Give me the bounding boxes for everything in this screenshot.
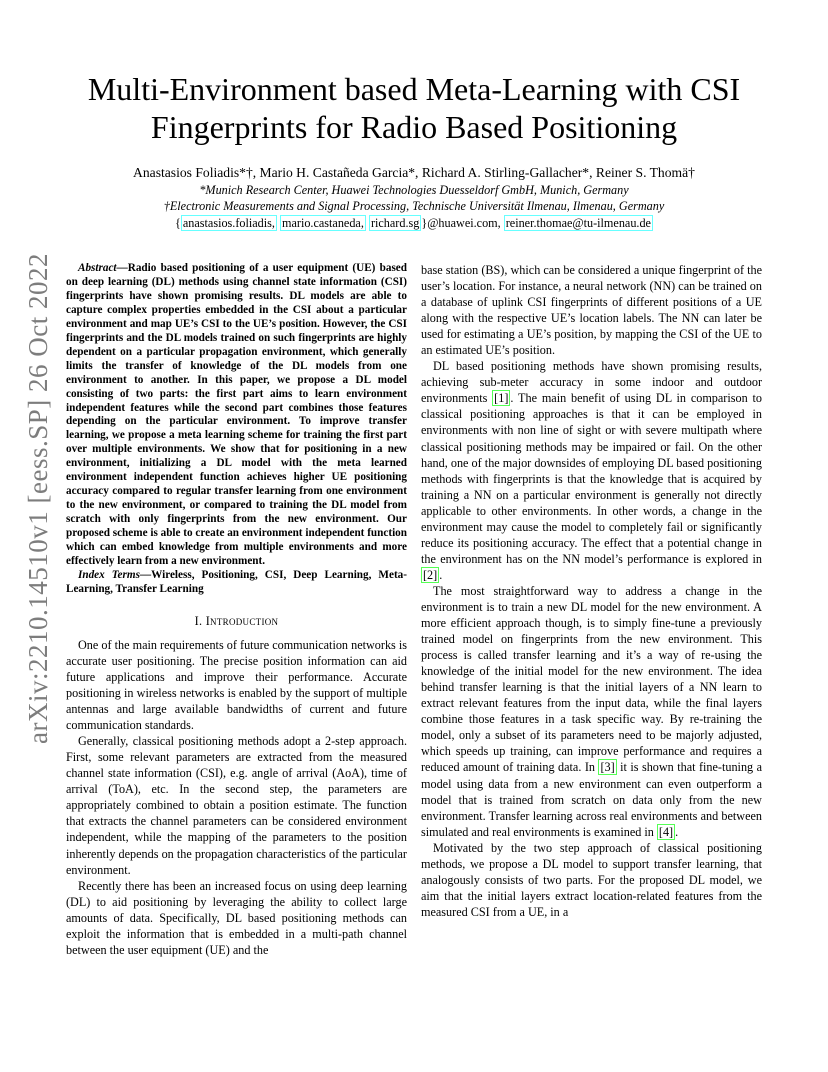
paragraph-4-text-b: . The main benefit of using DL in comparison to classical positioning approaches is that it can be employed in environments with non line of sight or with severe multipath where classical positioning methods may be impaired or fail. On the other hand, one of the major downsides of employing DL based positioning methods with fingerprints is that the knowledge that is acquired by training a NN on a particular environment is generally not directly applicable to other environments. In other words, a change in the environment may cause the model to completely fail or significantly reduce its positioning accuracy. The effect that a potential change in the environment has on the NN model’s performance is explored in bbox=[421, 391, 762, 566]
author-list: Anastasios Foliadis*†, Mario H. Castañeda Garcia*, Richard A. Stirling-Gallacher*, Reiner S. Thomä† bbox=[133, 165, 695, 180]
paragraph-5-text-b: it is shown that fine-tuning a model using data from a new environment can even outperform a model that is trained from scratch on data only from the new environment. Transfer learning across real environments and between simulated and real environments is examined in bbox=[421, 760, 762, 839]
index-terms bbox=[66, 569, 407, 597]
intro-paragraph-6: Motivated by the two step approach of classical positioning methods, we propose a DL model to support transfer learning, that analogously consists of two parts. For the proposed DL model, we aim that the initial layers extract location-related features from the measured CSI from a UE, in a bbox=[421, 840, 762, 919]
left-column bbox=[66, 262, 407, 958]
intro-paragraph-3-continued: base station (BS), which can be considered a unique fingerprint of the user’s location. For instance, a neural network (NN) can be trained on a database of uplink CSI fingerprints of different positions of a UE along with the respective UE’s location labels. The NN can later be used for estimating a UE’s position, by mapping the CSI of the UE to an estimated UE’s position. bbox=[421, 263, 762, 358]
abstract-text: —Radio based positioning of a user equipment (UE) based on deep learning (DL) methods using channel state information (CSI) fingerprints have shown promising results. DL models are able to capture complex properties embedded in the CSI about a particular environment and map UE’s CSI to the UE’s position. However, the CSI fingerprints and the DL models trained on such fingerprints are highly dependent on a particular propagation environment, which generally limits the transfer of knowledge of the DL models from one environment to another. In this paper, we propose a DL model consisting of two parts: the first part aims to learn environment independent features while the second part combines those features depending on the particular environment. To improve transfer learning, we propose a meta learning scheme for training the first part over multiple environments. We show that for positioning in a new environment, initializing a DL model with the meta learned environment independent function achieves higher UE positioning accuracy compared to regular transfer learning from one environment to the new environment, or compared to training the DL model from scratch with only fingerprints from the new environment. Our proposed scheme is able to create an environment independent function which can embed knowledge from multiple environments and more effectively learn from a new environment. bbox=[66, 262, 407, 568]
citation-link-4[interactable]: [4] bbox=[658, 824, 674, 839]
email-link-foliadis[interactable]: anastasios.foliadis, bbox=[182, 216, 275, 230]
email-link-thomae[interactable]: reiner.thomae@tu-ilmenau.de bbox=[505, 216, 651, 230]
citation-link-2[interactable]: [2] bbox=[423, 567, 438, 582]
email-link-castaneda[interactable]: mario.castaneda, bbox=[282, 216, 364, 230]
citation-link-3[interactable]: [3] bbox=[600, 760, 615, 775]
section-heading-introduction bbox=[66, 613, 407, 629]
email-line bbox=[60, 215, 768, 231]
section-number: I. bbox=[194, 613, 203, 628]
title-line-1: Multi-Environment based Meta-Learning with CSI bbox=[87, 71, 741, 107]
abstract bbox=[66, 262, 407, 569]
intro-paragraph-3: Recently there has been an increased focus on using deep learning (DL) to aid positioning by leveraging the ability to collect large amounts of data. Specifically, DL based positioning methods can exploit the information that is embedded in a multi-path channel between the user equipment (UE) and the bbox=[66, 878, 407, 957]
affiliation-huawei bbox=[60, 182, 768, 198]
intro-paragraph-1: One of the main requirements of future communication networks is accurate user positioning. The precise position information can aid future applications and improve their performance. Accurate positioning in wireless networks is enabled by the support of multiple antennas and large available bandwidths of current and future communication standards. bbox=[66, 637, 407, 733]
email-domain-huawei: }@huawei.com, bbox=[421, 216, 501, 230]
email-brace-open: { bbox=[175, 216, 181, 230]
arxiv-identifier-stamp bbox=[22, 252, 54, 744]
intro-paragraph-5 bbox=[421, 583, 762, 840]
email-link-richard[interactable]: richard.sg bbox=[370, 216, 420, 230]
arxiv-identifier-text: arXiv:2210.14510v1 [eess.SP] 26 Oct 2022 bbox=[22, 252, 53, 744]
citation-link-1[interactable]: [1] bbox=[494, 391, 509, 406]
affiliation-huawei-text: *Munich Research Center, Huawei Technologies Duesseldorf GmbH, Munich, Germany bbox=[199, 183, 629, 197]
intro-paragraph-4 bbox=[421, 358, 762, 583]
index-terms-label: Index Terms bbox=[78, 568, 140, 581]
paragraph-4-text-a: DL based positioning methods have shown promising results, achieving sub-meter accuracy in some indoor and outdoor environments bbox=[421, 359, 762, 406]
paper-title bbox=[60, 70, 768, 146]
paragraph-4-text-c: . bbox=[439, 567, 443, 582]
abstract-label: Abstract bbox=[78, 262, 117, 274]
affiliation-tu-ilmenau bbox=[60, 198, 768, 214]
intro-paragraph-2: Generally, classical positioning methods adopt a 2-step approach. First, some relevant parameters are extracted from the measured channel state information (CSI), e.g. angle of arrival (AoA), time of arrival (ToA), etc. In the second step, the parameters are appropriately combined to obtain a position estimate. The function that extracts the channel parameters can be considered environment independent, while the mapping of the parameters to the position inherently depends on the propagation characteristics of the particular environment. bbox=[66, 734, 407, 877]
index-terms-text: —Wireless, Positioning, CSI, Deep Learning, Meta-Learning, Transfer Learning bbox=[66, 568, 407, 595]
section-title: Introduction bbox=[205, 613, 279, 628]
paragraph-5-text-a: The most straightforward way to address a change in the environment is to train a new DL model for the new environment. A more efficient approach though, is to simply fine-tune a previously trained model on fingerprints from the new environment. This process is called transfer learning and it’s a way of re-using the knowledge of the initial model for the new environment. The idea behind transfer learning is that the initial layers of a NN learn to extract relevant features from the input data, while the final layers combine those features in a task specific way. By re-training the model, only a subset of its parameters need to be majorly adjusted, which speeds up training, can improve performance and requires a reduced amount of training data. In bbox=[421, 583, 762, 775]
title-line-2: Fingerprints for Radio Based Positioning bbox=[150, 109, 678, 145]
paragraph-5-text-c: . bbox=[675, 824, 679, 839]
affiliation-tu-ilmenau-text: †Electronic Measurements and Signal Processing, Technische Universität Ilmenau, Ilmenau, Germany bbox=[163, 199, 665, 213]
right-column bbox=[421, 262, 762, 920]
